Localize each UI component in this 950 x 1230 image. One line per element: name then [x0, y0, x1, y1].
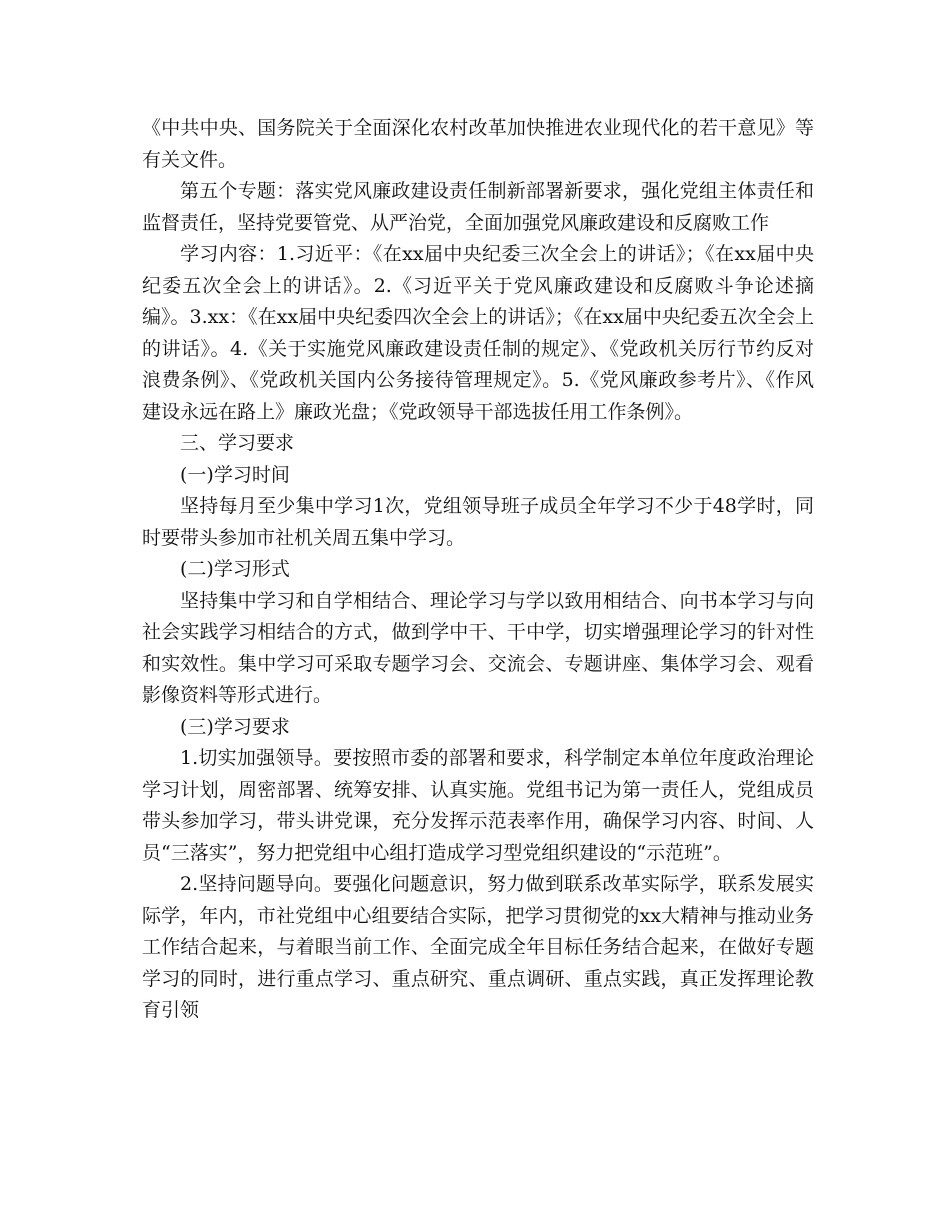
- section-heading-3: 三、学习要求: [180, 432, 295, 454]
- paragraph-2: 第五个专题：落实党风廉政建设责任制新部署新要求，强化党组主体责任和监督责任，坚持党要管党、从严治党，全面加强党风廉政建设和反腐败工作: [142, 180, 814, 234]
- paragraph-11: 2.坚持问题导向。要强化问题意识，努力做到联系改革实际学，联系发展实际学，年内，市社党组中心组要结合实际，把学习贯彻党的xx大精神与推动业务工作结合起来，与着眼当前工作、全面完成全年目标任务结合起来，在做好专题学习的同时，进行重点学习、重点研究、重点调研、重点实践，真正发挥理论教育引领: [142, 873, 814, 1021]
- paragraph-6: 坚持每月至少集中学习1次，党组领导班子成员全年学习不少于48学时，同时要带头参加市社机关周五集中学习。: [142, 495, 814, 549]
- paragraph-8: 坚持集中学习和自学相结合、理论学习与学以致用相结合、向书本学习与向社会实践学习相结合的方式，做到学中干、干中学，切实增强理论学习的针对性和实效性。集中学习可采取专题学习会、交流会、专题讲座、集体学习会、观看影像资料等形式进行。: [142, 589, 814, 706]
- subheading-2: (二)学习形式: [180, 558, 290, 580]
- paragraph-10: 1.切实加强领导。要按照市委的部署和要求，科学制定本单位年度政治理论学习计划，周密部署、统筹安排、认真实施。党组书记为第一责任人，党组成员带头参加学习，带头讲党课，充分发挥示范表率作用，确保学习内容、时间、人员“三落实”，努力把党组中心组打造成学习型党组织建设的“示范班”。: [142, 747, 814, 864]
- subheading-1: (一)学习时间: [180, 463, 290, 486]
- paragraph-3: 学习内容：1.习近平：《在xx届中央纪委三次全会上的讲话》；《在xx届中央纪委五次全会上的讲话》。2.《习近平关于党风廉政建设和反腐败斗争论述摘编》。3.xx：《在xx届中央纪委四次全会上的讲话》；《在xx届中央纪委五次全会上的讲话》。4.《关于实施党风廉政建设责任制的规定》、《党政机关厉行节约反对浪费条例》、《党政机关国内公务接待管理规定》。5.《党风廉政参考片》、《作风建设永远在路上》廉政光盘；《党政领导干部选拔任用工作条例》。: [142, 243, 814, 423]
- subheading-3: (三)学习要求: [180, 715, 290, 738]
- paragraph-1: 《中共中央、国务院关于全面深化农村改革加快推进农业现代化的若干意见》等有关文件。: [142, 117, 814, 171]
- document-page: [142, 113, 814, 1027]
